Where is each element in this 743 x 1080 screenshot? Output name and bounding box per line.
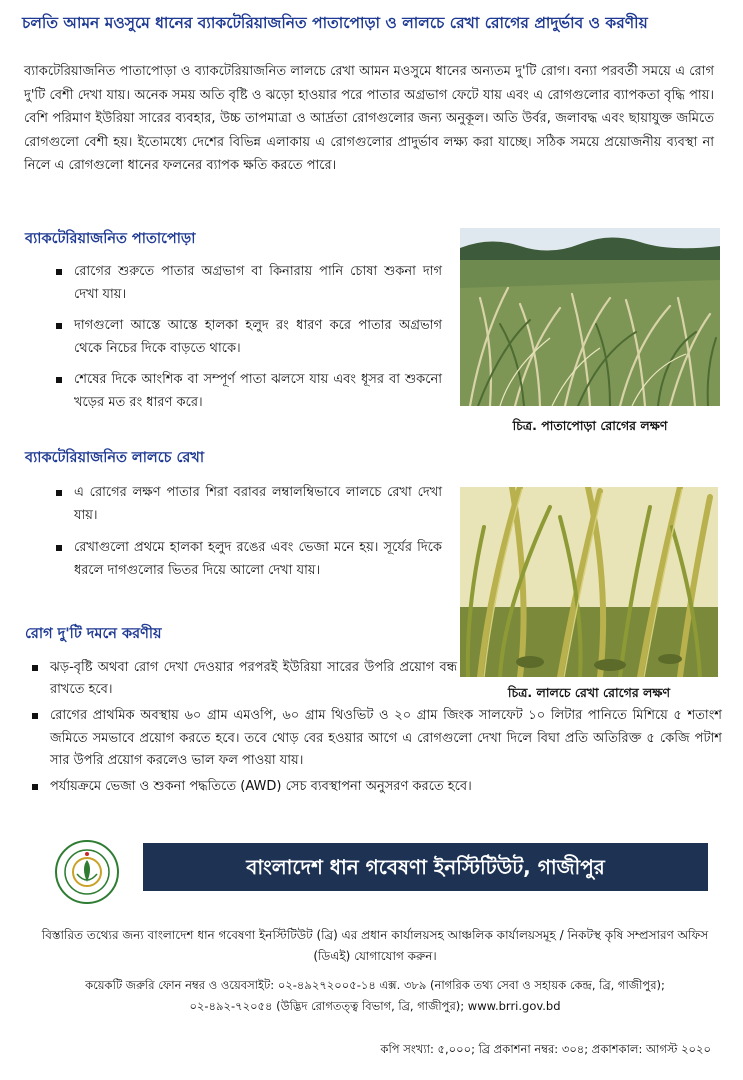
- control-measure-list: [28, 657, 722, 798]
- list-item: শেষের দিকে আংশিক বা সম্পূর্ণ পাতা ঝলসে যায় এবং ধূসর বা শুকনো খড়ের মত রং ধারণ করে।: [52, 368, 442, 414]
- publication-info: কপি সংখ্যা: ৫,০০০; ব্রি প্রকাশনা নম্বর: ৩০৪; প্রকাশকাল: আগস্ট ২০২০: [380, 1042, 711, 1056]
- phone-line-1: কয়েকটি জরুরি ফোন নম্বর ও ওয়েবসাইট: ০২-৪৯২৭২০০৫-১৪ এক্স. ৩৮৯ (নাগরিক তথ্য সেবা ও সহায়ক কেন্দ্র, ব্রি, গাজীপুর);: [85, 978, 665, 992]
- list-item: রোগের শুরুতে পাতার অগ্রভাগ বা কিনারায় পানি চোষা শুকনা দাগ দেখা যায়।: [52, 260, 442, 306]
- institute-banner: বাংলাদেশ ধান গবেষণা ইনস্টিটিউট, গাজীপুর: [143, 843, 708, 891]
- page-title: চলতি আমন মওসুমে ধানের ব্যাকটেরিয়াজনিত পাতাপোড়া ও লালচে রেখা রোগের প্রাদুর্ভাব ও করণীয়: [22, 14, 648, 32]
- emergency-contacts: [30, 975, 720, 1017]
- leaf-streak-caption: চিত্র. লালচে রেখা রোগের লক্ষণ: [507, 685, 671, 700]
- brri-logo: [55, 840, 119, 904]
- control-heading: রোগ দু'টি দমনে করণীয়: [25, 626, 162, 642]
- list-item: রেখাগুলো প্রথমে হালকা হলুদ রঙের এবং ভেজা মনে হয়। সূর্যের দিকে ধরলে দাগগুলোর ভিতর দিয়ে আলো দেখা যায়।: [52, 536, 442, 582]
- brri-seal-icon: [55, 840, 119, 904]
- leaf-blight-caption: চিত্র. পাতাপোড়া রোগের লক্ষণ: [512, 418, 668, 433]
- phone-line-2: ০২-৪৯২-৭২০৫৪ (উদ্ভিদ রোগতত্ত্ব বিভাগ, ব্রি, গাজীপুর); www.brri.gov.bd: [189, 999, 561, 1013]
- leaf-streak-image: [460, 487, 718, 677]
- streak-heading: ব্যাকটেরিয়াজনিত লালচে রেখা: [25, 450, 205, 466]
- list-item: এ রোগের লক্ষণ পাতার শিরা বরাবর লম্বালম্বিভাবে লালচে রেখা দেখা যায়।: [52, 481, 442, 527]
- leaf-blight-photo: [460, 228, 720, 406]
- list-item: রোগের প্রাথমিক অবস্থায় ৬০ গ্রাম এমওপি, ৬০ গ্রাম থিওভিট ও ২০ গ্রাম জিংক সালফেট ১০ লিটার পানিতে মিশিয়ে ৫ শতাংশ জমিতে সমভাবে প্রয়োগ করতে হবে। তবে থোড় বের হওয়ার আগে এ রোগগুলো দেখা দিলে বিঘা প্রতি অতিরিক্ত ৫ কেজি পটাশ সার উপরি প্রয়োগ করলেও ভাল ফল পাওয়া যায়।: [28, 705, 722, 772]
- blight-heading: ব্যাকটেরিয়াজনিত পাতাপোড়া: [25, 231, 196, 247]
- list-item: ঝড়-বৃষ্টি অথবা রোগ দেখা দেওয়ার পরপরই ইউরিয়া সারের উপরি প্রয়োগ বন্ধ রাখতে হবে।: [28, 657, 722, 701]
- list-item: পর্যায়ক্রমে ভেজা ও শুকনা পদ্ধতিতে (AWD) সেচ ব্যবস্থাপনা অনুসরণ করতে হবে।: [28, 776, 722, 798]
- intro-paragraph: ব্যাকটেরিয়াজনিত পাতাপোড়া ও ব্যাকটেরিয়াজনিত লালচে রেখা আমন মওসুমে ধানের অন্যতম দু'টি রোগ। বন্যা পরবর্তী সময়ে এ রোগ দু'টি বেশী দেখা যায়। অনেক সময় অতি বৃষ্টি ও ঝড়ো হাওয়ার পরে পাতার অগ্রভাগ ফেটে যায় এবং এ রোগগুলোর ব্যাপকতা বৃদ্ধি পায়। বেশি পরিমাণ ইউরিয়া সারের ব্যবহার, উচ্চ তাপমাত্রা ও আর্দ্রতা রোগগুলোর জন্য অনুকূল। অতি উর্বর, জলাবদ্ধ এবং ছায়াযুক্ত জমিতে রোগগুলো বেশী হয়। ইতোমধ্যে দেশের বিভিন্ন এলাকায় এ রোগগুলোর প্রাদুর্ভাব লক্ষ্য করা যাচ্ছে। সঠিক সময়ে প্রয়োজনীয় ব্যবস্থা না নিলে এ রোগগুলো ধানের ফলনের ব্যাপক ক্ষতি করতে পারে।: [24, 64, 714, 174]
- streak-symptom-list: [52, 481, 442, 582]
- contact-info: বিস্তারিত তথ্যের জন্য বাংলাদেশ ধান গবেষণা ইনস্টিটিউট (ব্রি) এর প্রধান কার্যালয়সহ আঞ্চলিক কার্যালয়সমূহ / নিকটস্থ কৃষি সম্প্রসারণ অফিস (ডিএই) যোগাযোগ করুন।: [41, 928, 709, 963]
- blight-symptom-list: [52, 260, 442, 414]
- list-item: দাগগুলো আস্তে আস্তে হালকা হলুদ রং ধারণ করে পাতার অগ্রভাগ থেকে নিচের দিকে বাড়তে থাকে।: [52, 314, 442, 360]
- leaf-blight-image: [460, 228, 720, 406]
- leaf-streak-photo: [460, 487, 718, 677]
